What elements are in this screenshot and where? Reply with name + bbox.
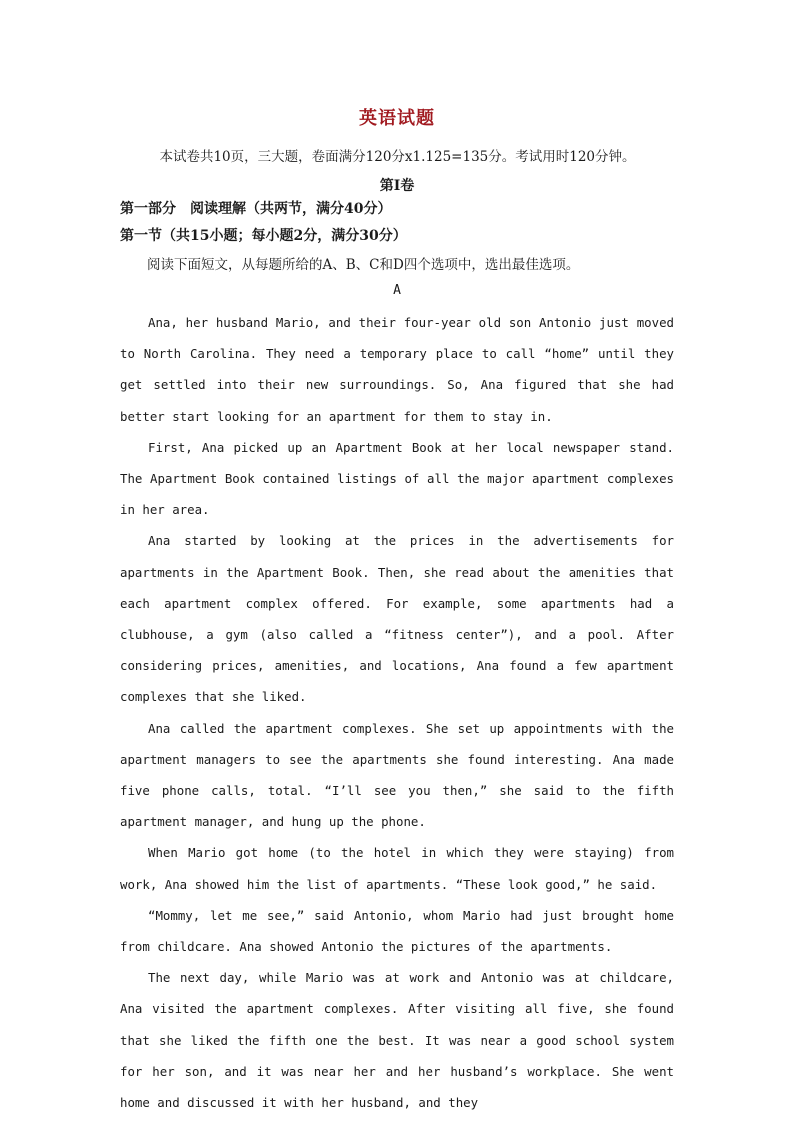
exam-title: 英语试题 [359, 108, 435, 129]
section-heading: 第一节（共15小题；每小题2分，满分30分） [120, 228, 407, 244]
paragraph: Ana called the apartment complexes. She set up appointments with the apartment managers to see the apartments she found interesting. Ana made five phone calls, total. “I’ll see you then,” she said to the fifth apartment manager, and hung up the phone. [120, 720, 674, 830]
passage-label: A [393, 283, 401, 298]
exam-intro: 本试卷共10页，三大题，卷面满分120分x1.125=135分。考试用时120分钟。 [159, 149, 636, 165]
passage-body [120, 307, 674, 1118]
paragraph: The next day, while Mario was at work and Antonio was at childcare, Ana visited the apartment complexes. After visiting all five, she found that she liked the fifth one the best. It was near a good school system for her son, and it was near her and her husband’s workplace. She went home and discussed it with her husband, and they [120, 970, 674, 1111]
part-heading: 第一部分 阅读理解（共两节，满分40分） [120, 201, 392, 217]
paragraph: Ana, her husband Mario, and their four-year old son Antonio just moved to North Carolina. They need a temporary place to call “home” until they get settled into their new surroundings. So, Ana figured that she had better start looking for an apartment for them to stay in. [120, 315, 674, 424]
paragraph: Ana started by looking at the prices in the advertisements for apartments in the Apartment Book. Then, she read about the amenities that each apartment complex offered. For example, some apartments had a clubhouse, a gym (also called a “fitness center”), and a pool. After considering prices, amenities, and locations, Ana found a few apartment complexes that she liked. [120, 533, 674, 705]
paragraph: When Mario got home (to the hotel in which they were staying) from work, Ana showed him the list of apartments. “These look good,” he said. [120, 845, 674, 892]
paragraph: First, Ana picked up an Apartment Book at her local newspaper stand. The Apartment Book contained listings of all the major apartment complexes in her area. [120, 439, 674, 518]
volume-heading: 第I卷 [379, 178, 415, 194]
paragraph: “Mommy, let me see,” said Antonio, whom Mario had just brought home from childcare. Ana showed Antonio the pictures of the apartments. [120, 907, 674, 955]
instructions: 阅读下面短文，从每题所给的A、B、C和D四个选项中，选出最佳选项。 [147, 257, 580, 273]
